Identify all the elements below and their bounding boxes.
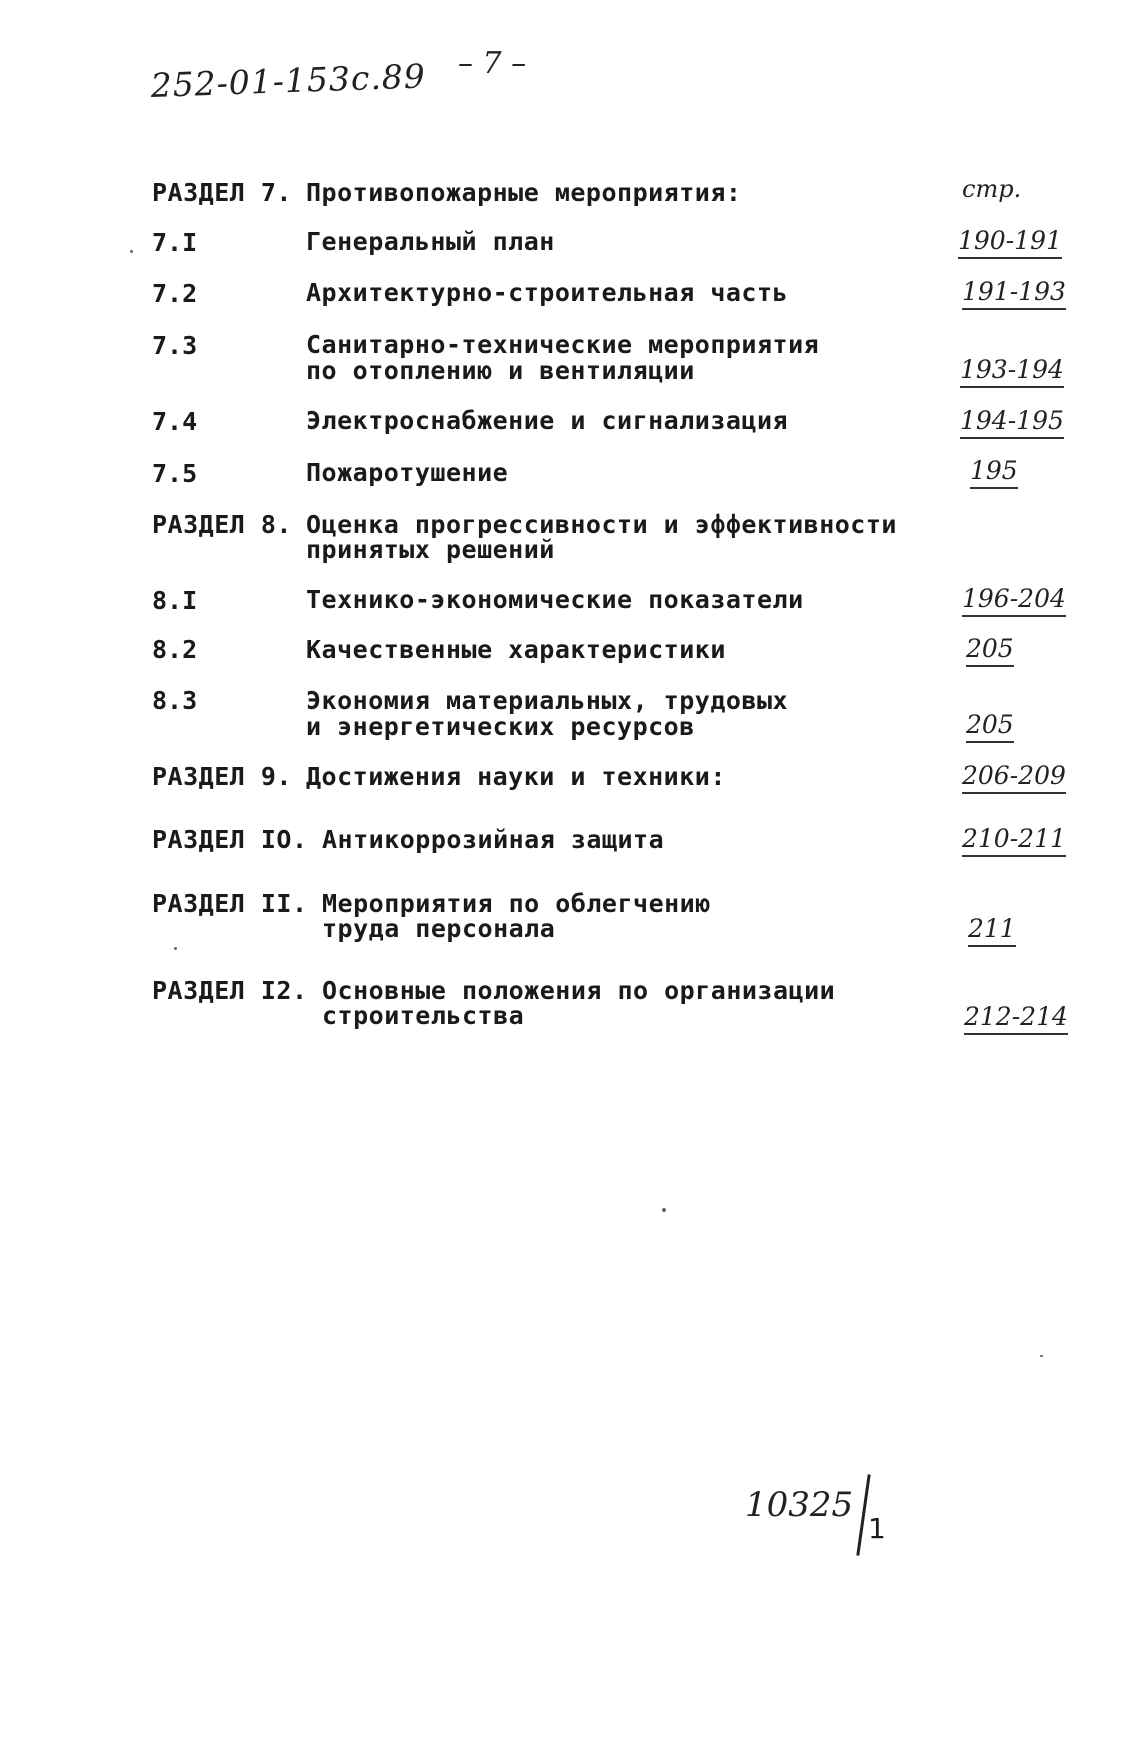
pages-column-label: стр.	[962, 175, 1022, 203]
toc-entry-number: 7.2	[152, 279, 198, 308]
toc-entry-title: по отоплению и вентиляции	[306, 356, 695, 385]
toc-entry-title: Архитектурно-строительная часть	[306, 278, 789, 307]
toc-entry-title: Основные положения по организации	[322, 976, 836, 1005]
toc-entry-title: Достижения науки и техники:	[306, 762, 726, 791]
toc-entry-title: Пожаротушение	[306, 458, 509, 487]
toc-entry-pages: 190-191	[958, 226, 1068, 259]
scan-speck	[130, 250, 133, 253]
toc-entry-number: РАЗДЕЛ 9.	[152, 762, 292, 791]
toc-entry-number: 8.3	[152, 686, 198, 715]
toc-entry-pages: 212-214	[964, 1002, 1074, 1035]
toc-entry-number: 7.4	[152, 407, 198, 436]
toc-entry-title: Антикоррозийная защита	[322, 825, 665, 854]
toc-entry-number: 7.I	[152, 228, 198, 257]
toc-entry-title: Санитарно-технические мероприятия	[306, 330, 820, 359]
toc-entry-number: 8.2	[152, 635, 198, 664]
archive-number: 10325	[745, 1485, 854, 1525]
toc-entry-pages: 195	[970, 456, 1080, 489]
toc-entry-title: строительства	[322, 1001, 525, 1030]
toc-entry-number: РАЗДЕЛ 7.	[152, 178, 292, 207]
toc-entry-title: Технико-экономические показатели	[306, 585, 804, 614]
toc-entry-title: труда персонала	[322, 914, 556, 943]
toc-entry-title: Противопожарные мероприятия:	[306, 178, 742, 207]
toc-entry-pages: 211	[968, 914, 1078, 947]
toc-entry-number: РАЗДЕЛ I2.	[152, 976, 308, 1005]
toc-entry-title: и энергетических ресурсов	[306, 712, 695, 741]
toc-entry-number: РАЗДЕЛ IO.	[152, 825, 308, 854]
page-number: – 7 –	[458, 46, 527, 81]
toc-entry-number: 7.5	[152, 459, 198, 488]
toc-entry-number: РАЗДЕЛ II.	[152, 889, 308, 918]
toc-entry-title: Генеральный план	[306, 227, 555, 256]
toc-entry-title: Оценка прогрессивности и эффективности	[306, 510, 897, 539]
toc-entry-pages: 206-209	[962, 761, 1072, 794]
toc-entry-number: РАЗДЕЛ 8.	[152, 510, 292, 539]
toc-entry-number: 7.3	[152, 331, 198, 360]
toc-entry-pages: 194-195	[960, 406, 1070, 439]
toc-entry-title: Мероприятия по облегчению	[322, 889, 711, 918]
toc-entry-pages: 205	[966, 710, 1076, 743]
toc-entry-number: 8.I	[152, 586, 198, 615]
document-code: 252-01-153с.89	[150, 56, 427, 105]
toc-entry-title: принятых решений	[306, 535, 555, 564]
toc-entry-pages: 196-204	[962, 584, 1072, 617]
toc-entry-pages: 210-211	[962, 824, 1072, 857]
scan-speck	[662, 1208, 666, 1212]
toc-entry-pages: 193-194	[960, 355, 1070, 388]
toc-entry-pages: 205	[966, 634, 1076, 667]
toc-entry-title: Качественные характеристики	[306, 635, 726, 664]
scan-speck	[174, 947, 177, 950]
scan-speck	[1040, 1355, 1043, 1357]
toc-entry-pages: 191-193	[962, 277, 1072, 310]
toc-entry-title: Экономия материальных, трудовых	[306, 686, 789, 715]
toc-entry-title: Электроснабжение и сигнализация	[306, 406, 789, 435]
archive-sheet-number: 1	[868, 1512, 886, 1545]
